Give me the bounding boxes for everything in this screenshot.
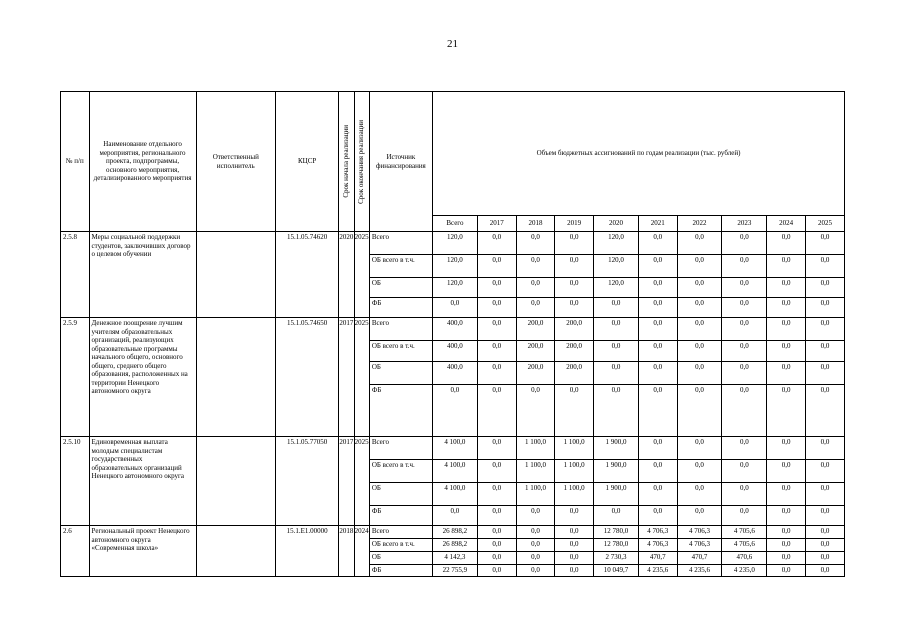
cell-value: 470,7: [638, 552, 677, 565]
cell-value: 0,0: [806, 341, 845, 362]
cell-value: 0,0: [638, 278, 677, 298]
table-row: [61, 318, 845, 341]
cell-kcsr: 15.1.Е1.00000: [276, 526, 339, 577]
cell-value: 0,0: [638, 341, 677, 362]
page-number: 21: [447, 38, 458, 50]
cell-value: 0,0: [677, 318, 722, 341]
cell-value: 0,0: [722, 506, 767, 526]
header-row: [61, 92, 845, 216]
cell-value: 0,0: [555, 526, 594, 539]
cell-value: 0,0: [638, 506, 677, 526]
cell-value: 0,0: [806, 298, 845, 318]
cell-source: ФБ: [369, 506, 432, 526]
cell-source: ОБ всего в т.ч.: [369, 539, 432, 552]
cell-value: 0,0: [767, 232, 806, 255]
year-col: 2017: [477, 216, 516, 232]
year-col: Всего: [433, 216, 478, 232]
cell-value: 0,0: [555, 565, 594, 577]
year-col: 2018: [516, 216, 555, 232]
cell-value: 0,0: [516, 526, 555, 539]
cell-value: 1 100,0: [555, 483, 594, 506]
cell-value: 0,0: [477, 506, 516, 526]
cell-value: 0,0: [433, 506, 478, 526]
cell-source: ОБ: [369, 552, 432, 565]
header-source: Источник финансирования: [369, 92, 432, 232]
cell-value: 0,0: [767, 278, 806, 298]
cell-value: 200,0: [516, 318, 555, 341]
cell-value: 120,0: [594, 232, 639, 255]
cell-value: 0,0: [555, 298, 594, 318]
table-row: [61, 437, 845, 460]
cell-value: 0,0: [555, 255, 594, 278]
cell-value: 0,0: [767, 526, 806, 539]
cell-value: 1 900,0: [594, 437, 639, 460]
header-end: Срок окончания реализации: [354, 92, 369, 232]
cell-value: 0,0: [767, 539, 806, 552]
cell-value: 26 898,2: [433, 526, 478, 539]
cell-value: 200,0: [555, 341, 594, 362]
cell-source: Всего: [369, 318, 432, 341]
cell-value: 0,0: [806, 232, 845, 255]
cell-value: 200,0: [555, 318, 594, 341]
cell-value: 0,0: [594, 385, 639, 437]
cell-value: 0,0: [594, 362, 639, 385]
cell-value: 4 706,3: [638, 539, 677, 552]
cell-source: ФБ: [369, 298, 432, 318]
cell-value: 10 049,7: [594, 565, 639, 577]
cell-value: 0,0: [767, 362, 806, 385]
cell-value: 0,0: [767, 298, 806, 318]
header-name: Наименование отдельного мероприятия, регионального проекта, подпрограммы, основного мероприятия, детализированного мероприятия: [89, 92, 196, 232]
cell-value: 0,0: [638, 460, 677, 483]
cell-value: 0,0: [555, 232, 594, 255]
cell-value: 2 730,3: [594, 552, 639, 565]
cell-value: 0,0: [677, 506, 722, 526]
cell-name: Меры социальной поддержки студентов, заключивших договор о целевом обучении: [89, 232, 196, 318]
cell-start: 2017: [339, 437, 354, 526]
cell-value: 470,6: [722, 552, 767, 565]
cell-value: 0,0: [767, 565, 806, 577]
cell-value: 0,0: [477, 460, 516, 483]
cell-end: 2025: [354, 437, 369, 526]
cell-source: ФБ: [369, 385, 432, 437]
cell-name: Региональный проект Ненецкого автономного округа «Современная школа»: [89, 526, 196, 577]
cell-value: 400,0: [433, 318, 478, 341]
cell-value: 0,0: [477, 341, 516, 362]
cell-value: 4 235,0: [722, 565, 767, 577]
cell-value: 200,0: [516, 341, 555, 362]
cell-value: 120,0: [594, 278, 639, 298]
cell-value: 0,0: [806, 385, 845, 437]
cell-value: 0,0: [555, 539, 594, 552]
cell-value: 0,0: [638, 232, 677, 255]
cell-value: 22 755,9: [433, 565, 478, 577]
cell-value: 1 100,0: [516, 483, 555, 506]
cell-value: 0,0: [806, 506, 845, 526]
cell-value: 0,0: [477, 278, 516, 298]
cell-value: 0,0: [767, 437, 806, 460]
cell-value: 0,0: [722, 232, 767, 255]
cell-end: 2024: [354, 526, 369, 577]
cell-value: 0,0: [555, 278, 594, 298]
year-col: 2020: [594, 216, 639, 232]
cell-value: 470,7: [677, 552, 722, 565]
cell-value: 0,0: [477, 232, 516, 255]
header-start: Срок начала реализации: [339, 92, 354, 232]
cell-source: ОБ всего в т.ч.: [369, 460, 432, 483]
cell-value: 0,0: [722, 278, 767, 298]
cell-value: 0,0: [722, 318, 767, 341]
cell-value: 0,0: [806, 460, 845, 483]
cell-value: 12 780,0: [594, 526, 639, 539]
cell-value: 0,0: [722, 483, 767, 506]
cell-name: Единовременная выплата молодым специалистам государственных образовательных организаций Ненецкого автономного округа: [89, 437, 196, 526]
cell-value: 4 142,3: [433, 552, 478, 565]
cell-value: 4 706,3: [638, 526, 677, 539]
cell-value: 0,0: [677, 298, 722, 318]
cell-value: 0,0: [516, 385, 555, 437]
cell-end: 2025: [354, 318, 369, 437]
cell-responsible: [196, 526, 276, 577]
cell-value: 4 705,6: [722, 526, 767, 539]
cell-value: 120,0: [433, 278, 478, 298]
cell-value: 0,0: [806, 255, 845, 278]
cell-value: 0,0: [516, 232, 555, 255]
cell-value: 0,0: [594, 318, 639, 341]
cell-value: 0,0: [677, 385, 722, 437]
cell-value: 0,0: [638, 298, 677, 318]
cell-start: 2020: [339, 232, 354, 318]
header-responsible: Ответственный исполнитель: [196, 92, 276, 232]
cell-value: 0,0: [722, 341, 767, 362]
cell-value: 0,0: [722, 385, 767, 437]
cell-value: 0,0: [477, 437, 516, 460]
cell-value: 0,0: [594, 506, 639, 526]
cell-value: 0,0: [638, 362, 677, 385]
year-col: 2024: [767, 216, 806, 232]
budget-table: [60, 91, 845, 577]
cell-value: 0,0: [722, 255, 767, 278]
header-volume: Объем бюджетных ассигнований по годам реализации (тыс. рублей): [433, 92, 845, 216]
year-col: 2019: [555, 216, 594, 232]
cell-value: 120,0: [433, 255, 478, 278]
cell-value: 0,0: [516, 506, 555, 526]
cell-value: 4 100,0: [433, 437, 478, 460]
cell-value: 1 100,0: [516, 437, 555, 460]
cell-value: 0,0: [767, 385, 806, 437]
cell-value: 0,0: [594, 341, 639, 362]
cell-value: 0,0: [677, 460, 722, 483]
cell-value: 0,0: [477, 298, 516, 318]
cell-responsible: [196, 437, 276, 526]
cell-value: 0,0: [806, 483, 845, 506]
year-col: 2025: [806, 216, 845, 232]
cell-value: 4 235,6: [638, 565, 677, 577]
cell-value: 0,0: [806, 362, 845, 385]
cell-kcsr: 15.1.05.77050: [276, 437, 339, 526]
cell-value: 0,0: [677, 437, 722, 460]
cell-value: 0,0: [555, 506, 594, 526]
cell-value: 0,0: [433, 385, 478, 437]
table-row: [61, 232, 845, 255]
cell-value: 4 706,3: [677, 539, 722, 552]
cell-value: 0,0: [677, 232, 722, 255]
cell-value: 0,0: [806, 437, 845, 460]
cell-value: 0,0: [677, 255, 722, 278]
header-num: № п/п: [61, 92, 90, 232]
cell-value: 0,0: [433, 298, 478, 318]
cell-value: 1 100,0: [555, 437, 594, 460]
cell-value: 0,0: [594, 298, 639, 318]
cell-value: 4 100,0: [433, 460, 478, 483]
cell-value: 200,0: [516, 362, 555, 385]
cell-start: 2017: [339, 318, 354, 437]
cell-value: 0,0: [638, 483, 677, 506]
cell-value: 0,0: [638, 318, 677, 341]
cell-value: 0,0: [477, 552, 516, 565]
cell-value: 0,0: [767, 506, 806, 526]
cell-name: Денежное поощрение лучшим учителям образовательных организаций, реализующих образовательные программы начального общего, основного общего, среднего общего образования, расположенных на территории Ненецкого автономного округа: [89, 318, 196, 437]
cell-start: 2018: [339, 526, 354, 577]
cell-source: Всего: [369, 526, 432, 539]
cell-value: 0,0: [516, 565, 555, 577]
cell-value: 1 900,0: [594, 460, 639, 483]
cell-value: 1 100,0: [555, 460, 594, 483]
cell-value: 0,0: [677, 278, 722, 298]
cell-value: 0,0: [806, 526, 845, 539]
cell-value: 0,0: [477, 565, 516, 577]
cell-value: 0,0: [516, 278, 555, 298]
table-row: [61, 526, 845, 539]
cell-value: 0,0: [555, 385, 594, 437]
cell-source: ОБ: [369, 278, 432, 298]
cell-source: Всего: [369, 437, 432, 460]
year-col: 2021: [638, 216, 677, 232]
cell-value: 1 900,0: [594, 483, 639, 506]
cell-value: 200,0: [555, 362, 594, 385]
cell-value: 0,0: [767, 552, 806, 565]
cell-value: 0,0: [477, 255, 516, 278]
cell-value: 0,0: [722, 437, 767, 460]
cell-value: 0,0: [806, 318, 845, 341]
cell-value: 0,0: [516, 255, 555, 278]
cell-source: ФБ: [369, 565, 432, 577]
cell-value: 0,0: [767, 255, 806, 278]
cell-value: 0,0: [638, 437, 677, 460]
cell-value: 0,0: [806, 278, 845, 298]
cell-source: ОБ всего в т.ч.: [369, 255, 432, 278]
cell-responsible: [196, 318, 276, 437]
cell-value: 4 235,6: [677, 565, 722, 577]
cell-value: 4 705,6: [722, 539, 767, 552]
cell-value: 0,0: [477, 526, 516, 539]
cell-source: Всего: [369, 232, 432, 255]
cell-value: 4 706,3: [677, 526, 722, 539]
cell-value: 12 780,0: [594, 539, 639, 552]
cell-num: 2.5.8: [61, 232, 90, 318]
cell-value: 0,0: [477, 362, 516, 385]
cell-num: 2.5.10: [61, 437, 90, 526]
cell-value: 0,0: [767, 460, 806, 483]
cell-kcsr: 15.1.05.74620: [276, 232, 339, 318]
cell-value: 0,0: [806, 565, 845, 577]
cell-value: 0,0: [516, 552, 555, 565]
cell-value: 400,0: [433, 341, 478, 362]
cell-value: 0,0: [677, 483, 722, 506]
cell-value: 26 898,2: [433, 539, 478, 552]
cell-value: 0,0: [477, 539, 516, 552]
cell-responsible: [196, 232, 276, 318]
cell-value: 1 100,0: [516, 460, 555, 483]
cell-source: ОБ: [369, 483, 432, 506]
cell-value: 4 100,0: [433, 483, 478, 506]
cell-value: 0,0: [555, 552, 594, 565]
cell-num: 2.5.9: [61, 318, 90, 437]
cell-value: 0,0: [477, 483, 516, 506]
year-col: 2023: [722, 216, 767, 232]
cell-value: 0,0: [677, 362, 722, 385]
cell-value: 400,0: [433, 362, 478, 385]
cell-value: 120,0: [433, 232, 478, 255]
cell-value: 0,0: [638, 255, 677, 278]
cell-value: 0,0: [722, 298, 767, 318]
year-col: 2022: [677, 216, 722, 232]
cell-value: 120,0: [594, 255, 639, 278]
header-kcsr: КЦСР: [276, 92, 339, 232]
cell-value: 0,0: [767, 318, 806, 341]
cell-num: 2.6: [61, 526, 90, 577]
cell-value: 0,0: [477, 385, 516, 437]
cell-kcsr: 15.1.05.74650: [276, 318, 339, 437]
cell-value: 0,0: [767, 341, 806, 362]
cell-value: 0,0: [516, 298, 555, 318]
cell-value: 0,0: [677, 341, 722, 362]
cell-value: 0,0: [516, 539, 555, 552]
cell-value: 0,0: [722, 460, 767, 483]
cell-end: 2025: [354, 232, 369, 318]
cell-source: ОБ: [369, 362, 432, 385]
cell-source: ОБ всего в т.ч.: [369, 341, 432, 362]
cell-value: 0,0: [767, 483, 806, 506]
cell-value: 0,0: [638, 385, 677, 437]
cell-value: 0,0: [806, 552, 845, 565]
cell-value: 0,0: [477, 318, 516, 341]
cell-value: 0,0: [722, 362, 767, 385]
cell-value: 0,0: [806, 539, 845, 552]
